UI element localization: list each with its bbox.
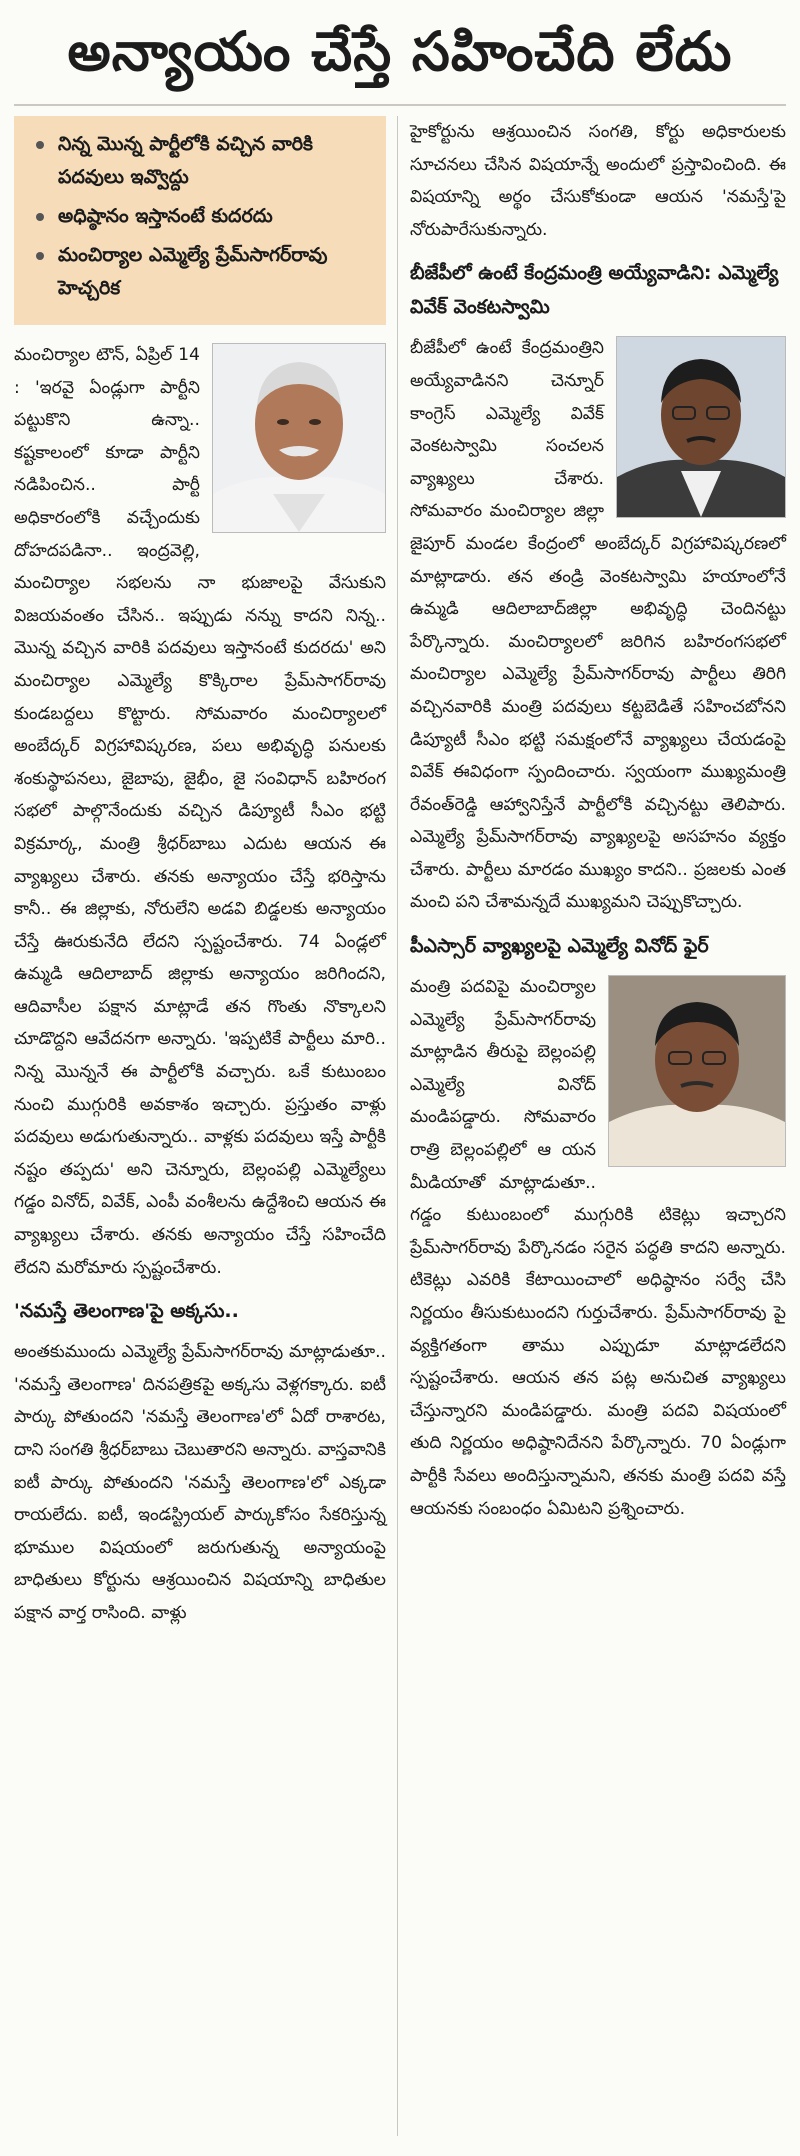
portrait-vinod-icon (609, 976, 785, 1166)
photo-vivek (616, 336, 786, 518)
left-column (14, 116, 386, 1630)
portrait-premsagar-icon (213, 344, 385, 532)
story-vinod-text: మంత్రి పదవిపై మంచిర్యాల ఎమ్మెల్యే ప్రేమ్‌సాగర్‌రావు మాట్లాడిన తీరుపై బెల్లంపల్లి ఎమ్మెల్యే వినోద్ మండిపడ్డారు. సోమవారం రాత్రి బెల్లంపల్లిలో ఆ యన మీడియాతో మాట్లాడుతూ.. గడ్డం కుటుంబంలో ముగ్గురికి టికెట్లు ఇచ్చారని ప్రేమ్‌సాగర్‌రావు పేర్కొనడం సరైన పద్ధతి కాదని అన్నారు. టికెట్లు ఎవరికి కేటాయించాలో అధిష్ఠానం సర్వే చేసి నిర్ణయం తీసుకుటుందని గుర్తుచేశారు. ప్రేమ్‌సాగర్‌రావు పై వ్యక్తిగతంగా తాము ఎప్పుడూ మాట్లాడలేదని స్పష్టంచేశారు. ఆయన తన పట్ల అనుచిత వ్యాఖ్యలు చేస్తున్నారని మండిపడ్డారు. మంత్రి పదవి విషయంలో తుది నిర్ణయం అధిష్ఠానిదేనని పేర్కొన్నారు. 70 ఏండ్లుగా పార్టీకి సేవలు అందిస్తున్నామని, తనకు మంత్రి పదవి వస్తే ఆయనకు సంబంధం ఏమిటని ప్రశ్నించారు. (410, 977, 786, 1519)
news-page (14, 12, 786, 2144)
highlights-list (28, 128, 372, 305)
headline: అన్యాయం చేస్తే సహించేది లేదు (14, 12, 786, 106)
story-vinod-subhead: పీఎస్సార్ వ్యాఖ్యలపై ఎమ్మెల్యే వినోద్ ఫైర్ (410, 935, 709, 958)
section-namaste-text-right: హైకోర్టును ఆశ్రయించిన సంగతి, కోర్టు అధికారులకు సూచనలు చేసిన విషయాన్నే అందులో ప్రస్తావించింది. ఈ విషయాన్ని అర్థం చేసుకోకుండా ఆయన 'నమస్తే'పై నోరుపారేసుకున్నారు. (410, 122, 786, 240)
portrait-vivek-icon (617, 337, 785, 517)
highlight-item: నిన్న మొన్న పార్టీలోకి వచ్చిన వారికి పదవులు ఇవ్వొద్దు (28, 128, 372, 194)
photo-premsagar (212, 343, 386, 533)
highlight-item: అధిష్ఠానం ఇస్తానంటే కుదరదు (28, 200, 372, 233)
right-column (410, 116, 786, 1525)
photo-vinod (608, 975, 786, 1167)
story-premsagar-text: మంచిర్యాల టౌన్, ఏప్రిల్ 14 : 'ఇరవై ఏండ్లుగా పార్టీని పట్టుకొని ఉన్నా.. కష్టకాలంలో కూడా పార్టీని నడిపించిన.. పార్టీ అధికారంలోకి వచ్చేందుకు దోహదపడినా.. ఇంద్రవెల్లి, మంచిర్యాల సభలను నా భుజాలపై వేసుకుని విజయవంతం చేసిన.. ఇప్పుడు నన్ను కాదని నిన్న.. మొన్న వచ్చిన వారికి పదవులు ఇస్తానంటే కుదరదు' అని మంచిర్యాల ఎమ్మెల్యే కొక్కిరాల ప్రేమ్‌సాగర్‌రావు కుండబద్దలు కొట్టారు. సోమవారం మంచిర్యాలలో అంబేద్కర్ విగ్రహావిష్కరణ, పలు అభివృద్ధి పనులకు శంకుస్థాపనలు, జైబాపు, జైభీం, జై సంవిధాన్ బహిరంగ సభలో పాల్గొనేందుకు వచ్చిన డిప్యూటీ సీఎం భట్టి విక్రమార్క, మంత్రి శ్రీధర్‌బాబు ఎదుట ఆయన ఈ వ్యాఖ్యలు చేశారు. తనకు అన్యాయం చేస్తే భరిస్తాను కానీ.. ఈ జిల్లాకు, నోరులేని అడవి బిడ్డలకు అన్యాయం చేస్తే ఊరుకునేది లేదని స్పష్టంచేశారు. 74 ఏండ్లలో ఉమ్మడి ఆదిలాబాద్ జిల్లాకు అన్యాయం జరిగిందని, ఆదివాసీల పక్షాన మాట్లాడే తన గొంతు నొక్కాలని చూడొద్దని ఆవేదనగా అన్నారు. 'ఇప్పటికే పార్టీలు మారి.. నిన్న మొన్ననే ఈ పార్టీలోకి వచ్చారు. ఒకే కుటుంబం నుంచి ముగ్గురికి అవకాశం ఇచ్చారు. ప్రస్తుతం వాళ్లు పదవులు అడుగుతున్నారు.. వాళ్లకు పదవులు ఇస్తే పార్టీకి నష్టం తప్పదు' అని చెన్నూరు, బెల్లంపల్లి ఎమ్మెల్యేలు గడ్డం వినోద్, వివేక్, ఎంపీ వంశీలను ఉద్దేశించి ఆయన ఈ వ్యాఖ్యలు చేశారు. తనకు అన్యాయం చేస్తే సహించేది లేదని మరోమారు స్పష్టంచేశారు. (14, 345, 386, 1278)
highlights-box (14, 116, 386, 325)
story-vivek-subhead: బీజేపీలో ఉంటే కేంద్రమంత్రి అయ్యేవాడిని: ఎమ్మెల్యే వివేక్ వెంకటస్వామి (410, 262, 779, 319)
story-premsagar (14, 339, 386, 1284)
story-vivek (410, 332, 786, 919)
highlight-item: మంచిర్యాల ఎమ్మెల్యే ప్రేమ్‌సాగర్‌రావు హెచ్చరిక (28, 239, 372, 305)
section-namaste-subhead: 'నమస్తే తెలంగాణ'పై అక్కసు.. (14, 1300, 239, 1323)
column-divider (397, 116, 398, 2136)
story-vinod (410, 971, 786, 1525)
story-vivek-text: బీజేపీలో ఉంటే కేంద్రమంత్రిని అయ్యేవాడినని చెన్నూర్ కాంగ్రెస్ ఎమ్మెల్యే వివేక్ వెంకటస్వామి సంచలన వ్యాఖ్యలు చేశారు. సోమవారం మంచిర్యాల జిల్లా జైపూర్ మండల కేంద్రంలో అంబేద్కర్ విగ్రహావిష్కరణలో మాట్లాడారు. తన తండ్రి వెంకటస్వామి హయాంలోనే ఉమ్మడి ఆదిలాబాద్‌జిల్లా అభివృద్ధి చెందినట్టు పేర్కొన్నారు. మంచిర్యాలలో జరిగిన బహిరంగసభలో మంచిర్యాల ఎమ్మెల్యే ప్రేమ్‌సాగర్‌రావు పార్టీలు తిరిగి వచ్చినవారికి మంత్రి పదవులు కట్టబెడితే సహించబోనని డిప్యూటీ సీఎం భట్టి సమక్షంలోనే వ్యాఖ్యలు చేయడంపై వివేక్ ఈవిధంగా స్పందించారు. స్వయంగా ముఖ్యమంత్రి రేవంత్‌రెడ్డి ఆహ్వానిస్తేనే పార్టీలోకి వచ్చినట్టు తెలిపారు. ఎమ్మెల్యే ప్రేమ్‌సాగర్‌రావు వ్యాఖ్యలపై అసహనం వ్యక్తం చేశారు. పార్టీలు మారడం ముఖ్యం కాదని.. ప్రజలకు ఎంత మంచి పని చేశామన్నదే ముఖ్యమని చెప్పుకొచ్చారు. (410, 338, 786, 913)
section-namaste-text-left: అంతకుముందు ఎమ్మెల్యే ప్రేమ్‌సాగర్‌రావు మాట్లాడుతూ.. 'నమస్తే తెలంగాణ' దినపత్రికపై అక్కసు వెళ్లగక్కారు. ఐటీ పార్కు పోతుందని 'నమస్తే తెలంగాణ'లో ఏదో రాశారట, దాని సంగతి శ్రీధర్‌బాబు చెబుతారని అన్నారు. వాస్తవానికి ఐటీ పార్కు పోతుందని 'నమస్తే తెలంగాణ'లో ఎక్కడా రాయలేదు. ఐటీ, ఇండస్ట్రియల్ పార్కుకోసం సేకరిస్తున్న భూముల విషయంలో జరుగుతున్న అన్యాయంపై బాధితులు కోర్టును ఆశ్రయించిన విషయాన్ని బాధితుల పక్షాన వార్త రాసింది. వాళ్లు (14, 1342, 386, 1623)
